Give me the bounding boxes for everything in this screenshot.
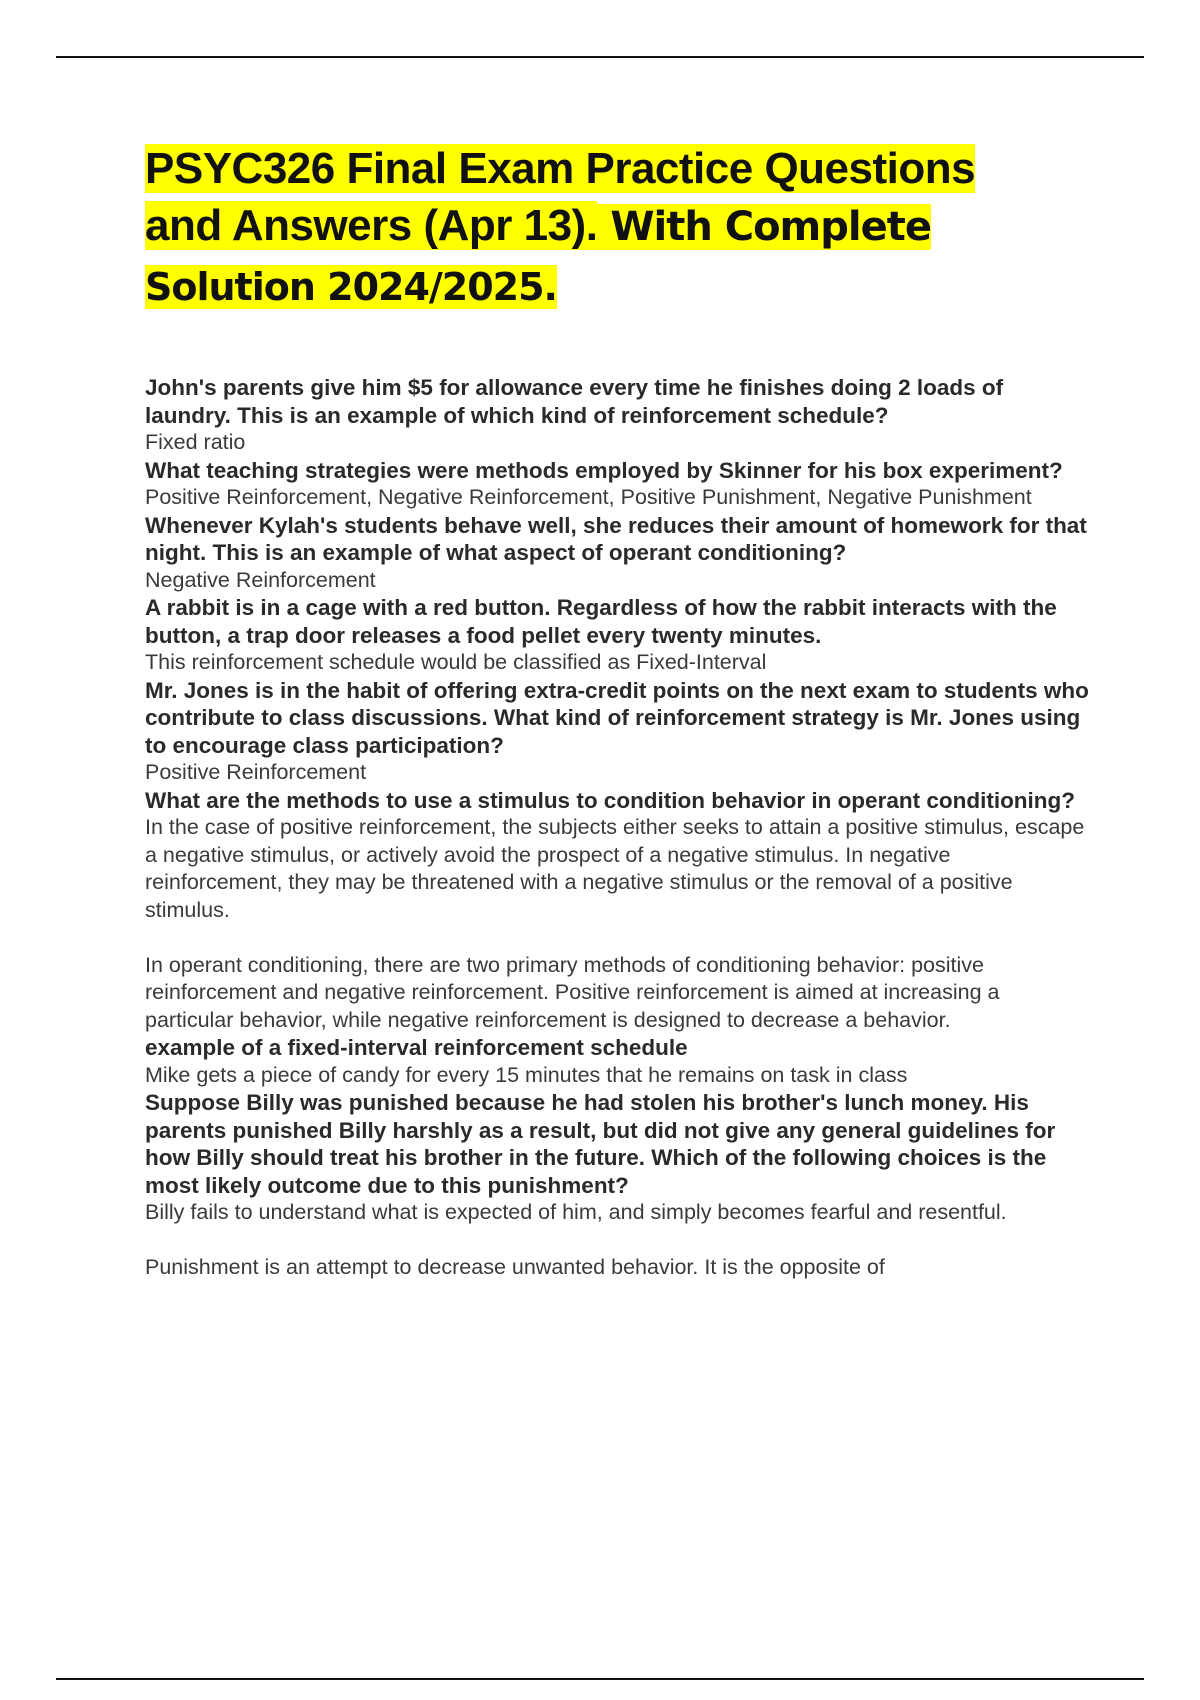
title-line-2b: With Complete	[597, 204, 931, 250]
answer-text: Positive Reinforcement, Negative Reinforcement, Positive Punishment, Negative Punishment	[145, 485, 1032, 509]
title-line-3: Solution 2024/2025.	[145, 265, 557, 309]
top-divider	[56, 56, 1144, 58]
answer-text: Mike gets a piece of candy for every 15 minutes that he remains on task in class	[145, 1062, 908, 1087]
answer-text: Negative Reinforcement	[145, 567, 376, 592]
question-text: Mr. Jones is in the habit of offering extra-credit points on the next exam to students who contribute to class discussions. What kind of reinforcement strategy is Mr. Jones using to encourage class participation?	[145, 677, 1089, 758]
answer-text: Fixed ratio	[145, 430, 246, 454]
question-text: John's parents give him $5 for allowance every time he finishes doing 2 loads of laundry. This is an example of which kind of reinforcement schedule?	[145, 375, 1004, 428]
question-text: A rabbit is in a cage with a red button. Regardless of how the rabbit interacts with the button, a trap door releases a food pellet every twenty minutes.	[145, 595, 1057, 648]
question-text: example of a fixed-interval reinforcement schedule	[145, 1035, 688, 1060]
document-title	[145, 140, 1105, 318]
bottom-divider	[56, 1678, 1144, 1680]
qa-list	[145, 374, 1090, 1282]
qa-item	[145, 1034, 1090, 1089]
answer-text: This reinforcement schedule would be classified as Fixed-Interval	[145, 650, 767, 674]
qa-item	[145, 677, 1090, 787]
answer-text: Billy fails to understand what is expected of him, and simply becomes fearful and resentful.	[145, 1200, 1007, 1224]
answer-text: In operant conditioning, there are two primary methods of conditioning behavior: positive reinforcement and negative reinforcement. Positive reinforcement is aimed at increasing a particular behavior, while negative reinforcement is designed to decrease a behavior.	[145, 952, 1000, 1032]
answer-text: In the case of positive reinforcement, the subjects either seeks to attain a positive stimulus, escape a negative stimulus, or actively avoid the prospect of a negative stimulus. In negative reinforcement, they may be threatened with a negative stimulus or the removal of a positive stimulus.	[145, 815, 1085, 922]
qa-item	[145, 787, 1090, 1035]
qa-item	[145, 512, 1090, 595]
answer-text: Positive Reinforcement	[145, 760, 367, 784]
question-text: Suppose Billy was punished because he had stolen his brother's lunch money. His parents punished Billy harshly as a result, but did not give any general guidelines for how Billy should treat his brother in the future. Which of the following choices is the most likely outcome due to this punishment?	[145, 1090, 1056, 1198]
qa-item	[145, 1089, 1090, 1282]
qa-item	[145, 594, 1090, 677]
qa-item	[145, 374, 1090, 457]
qa-item	[145, 457, 1090, 512]
question-text: What teaching strategies were methods employed by Skinner for his box experiment?	[145, 457, 1063, 483]
title-line-2a: and Answers (Apr 13).	[145, 201, 598, 250]
question-text: What are the methods to use a stimulus to condition behavior in operant conditioning?	[145, 787, 1076, 813]
question-text: Whenever Kylah's students behave well, she reduces their amount of homework for that night. This is an example of what aspect of operant conditioning?	[145, 512, 1087, 565]
title-line-1: PSYC326 Final Exam Practice Questions	[145, 144, 976, 193]
answer-text: Punishment is an attempt to decrease unwanted behavior. It is the opposite of	[145, 1255, 885, 1279]
